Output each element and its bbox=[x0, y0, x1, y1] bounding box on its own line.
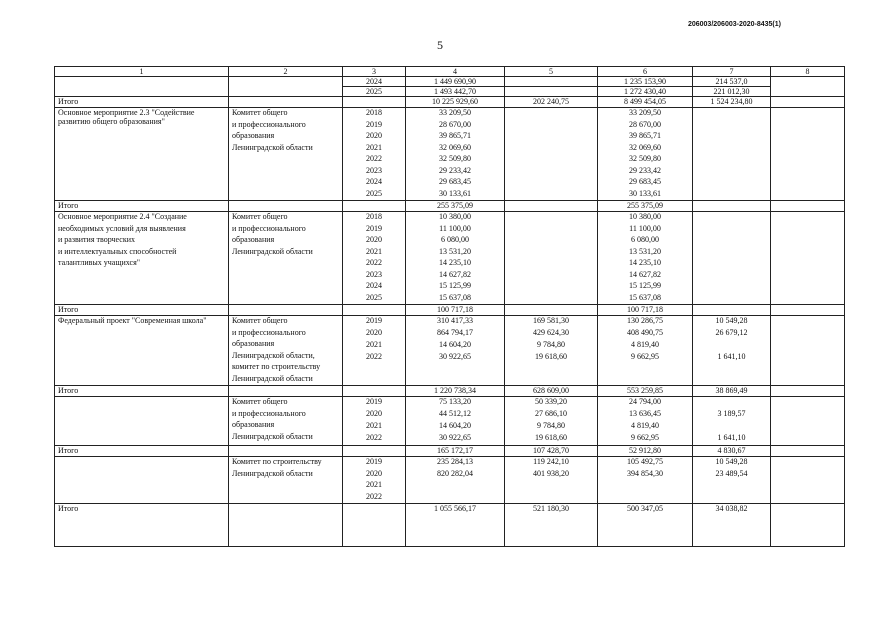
table-row bbox=[55, 77, 845, 87]
local-cell: 38 869,49 bbox=[693, 386, 771, 397]
year-cell: 2025 bbox=[343, 87, 406, 97]
regional-cell: 1 235 153,90 bbox=[598, 77, 693, 87]
total-cell: 165 172,17 bbox=[406, 446, 505, 457]
year-cell: 2024 bbox=[343, 77, 406, 87]
executor-cell: Комитет по строительству Ленинградской области bbox=[229, 457, 343, 504]
total-row bbox=[55, 97, 845, 108]
page-number: 5 bbox=[437, 38, 443, 52]
header-cell: 3 bbox=[343, 67, 406, 77]
regional-cell: 500 347,05 bbox=[598, 504, 693, 547]
total-row bbox=[55, 504, 845, 547]
federal-cell: 521 180,30 bbox=[505, 504, 598, 547]
header-cell: 5 bbox=[505, 67, 598, 77]
total-values: 310 417,33 864 794,17 14 604,20 30 922,65 bbox=[406, 316, 505, 386]
executor-cell: Комитет общего и профессионального образования Ленинградской области, комитет по строительству Ленинградской области bbox=[229, 316, 343, 386]
header-row bbox=[55, 67, 845, 77]
header-cell: 8 bbox=[771, 67, 845, 77]
years-cell: 2018 2019 2020 2021 2022 2023 2024 2025 bbox=[343, 108, 406, 201]
years-cell: 2019 2020 2021 2022 bbox=[343, 457, 406, 504]
regional-cell: 255 375,09 bbox=[598, 201, 693, 212]
regional-values: 24 794,00 13 636,45 4 819,40 9 662,95 bbox=[598, 397, 693, 446]
measure-name: Основное мероприятие 2.3 "Содействие развитию общего образования" bbox=[55, 108, 229, 201]
header-cell: 1 bbox=[55, 67, 229, 77]
federal-cell: 202 240,75 bbox=[505, 97, 598, 108]
total-row bbox=[55, 305, 845, 316]
regional-values: 10 380,00 11 100,00 6 080,00 13 531,20 14 235,10 14 627,82 15 125,99 15 637,08 bbox=[598, 212, 693, 305]
years-cell: 2019 2020 2021 2022 bbox=[343, 397, 406, 446]
local-values: 10 549,28 23 489,54 bbox=[693, 457, 771, 504]
total-label: Итого bbox=[55, 201, 229, 212]
total-label: Итого bbox=[55, 97, 229, 108]
total-values: 235 284,13 820 282,04 bbox=[406, 457, 505, 504]
local-cell: 221 012,30 bbox=[693, 87, 771, 97]
executor-cell: Комитет общего и профессионального образования Ленинградской области bbox=[229, 108, 343, 201]
years-cell: 2018 2019 2020 2021 2022 2023 2024 2025 bbox=[343, 212, 406, 305]
total-label: Итого bbox=[55, 386, 229, 397]
total-label: Итого bbox=[55, 446, 229, 457]
local-cell: 34 038,82 bbox=[693, 504, 771, 547]
block-measure-2-3 bbox=[55, 108, 845, 201]
federal-cell bbox=[505, 87, 598, 97]
federal-cell: 628 609,00 bbox=[505, 386, 598, 397]
local-cell: 4 830,67 bbox=[693, 446, 771, 457]
total-values: 33 209,50 28 670,00 39 865,71 32 069,60 32 509,80 29 233,42 29 683,45 30 133,61 bbox=[406, 108, 505, 201]
total-cell: 1 055 566,17 bbox=[406, 504, 505, 547]
total-row bbox=[55, 201, 845, 212]
total-label: Итого bbox=[55, 305, 229, 316]
local-values: 10 549,28 26 679,12 1 641,10 bbox=[693, 316, 771, 386]
total-cell: 255 375,09 bbox=[406, 201, 505, 212]
local-cell: 1 524 234,80 bbox=[693, 97, 771, 108]
regional-cell: 8 499 454,05 bbox=[598, 97, 693, 108]
regional-cell: 100 717,18 bbox=[598, 305, 693, 316]
federal-values: 50 339,20 27 686,10 9 784,80 19 618,60 bbox=[505, 397, 598, 446]
total-cell: 10 225 929,60 bbox=[406, 97, 505, 108]
total-values: 75 133,20 44 512,12 14 604,20 30 922,65 bbox=[406, 397, 505, 446]
regional-cell: 553 259,85 bbox=[598, 386, 693, 397]
federal-cell bbox=[505, 77, 598, 87]
header-cell: 2 bbox=[229, 67, 343, 77]
project-name: Федеральный проект "Современная школа" bbox=[55, 316, 229, 386]
block-education-committee bbox=[55, 397, 845, 446]
executor-cell: Комитет общего и профессионального образования Ленинградской области bbox=[229, 212, 343, 305]
regional-values: 33 209,50 28 670,00 39 865,71 32 069,60 32 509,80 29 233,42 29 683,45 30 133,61 bbox=[598, 108, 693, 201]
total-values: 10 380,00 11 100,00 6 080,00 13 531,20 14 235,10 14 627,82 15 125,99 15 637,08 bbox=[406, 212, 505, 305]
total-row bbox=[55, 386, 845, 397]
federal-values: 169 581,30 429 624,30 9 784,80 19 618,60 bbox=[505, 316, 598, 386]
measure-name: Основное мероприятие 2.4 "Создание необходимых условий для выявления и развития творческих и интеллектуальных способностей талантливых учащихся" bbox=[55, 212, 229, 305]
total-label: Итого bbox=[55, 504, 229, 547]
budget-table bbox=[54, 66, 845, 547]
federal-cell: 107 428,70 bbox=[505, 446, 598, 457]
block-federal-project bbox=[55, 316, 845, 386]
local-values: 3 189,57 1 641,10 bbox=[693, 397, 771, 446]
total-cell: 1 493 442,70 bbox=[406, 87, 505, 97]
years-cell: 2019 2020 2021 2022 bbox=[343, 316, 406, 386]
total-cell: 1 220 738,34 bbox=[406, 386, 505, 397]
local-cell: 214 537,0 bbox=[693, 77, 771, 87]
header-cell: 7 bbox=[693, 67, 771, 77]
header-cell: 6 bbox=[598, 67, 693, 77]
block-construction-committee bbox=[55, 457, 845, 504]
block-measure-2-4 bbox=[55, 212, 845, 305]
document-id: 206003/206003-2020-8435(1) bbox=[687, 21, 781, 28]
regional-values: 130 286,75 408 490,75 4 819,40 9 662,95 bbox=[598, 316, 693, 386]
total-row bbox=[55, 446, 845, 457]
regional-cell: 52 912,80 bbox=[598, 446, 693, 457]
total-cell: 100 717,18 bbox=[406, 305, 505, 316]
regional-values: 105 492,75 394 854,30 bbox=[598, 457, 693, 504]
federal-values: 119 242,10 401 938,20 bbox=[505, 457, 598, 504]
regional-cell: 1 272 430,40 bbox=[598, 87, 693, 97]
header-cell: 4 bbox=[406, 67, 505, 77]
total-cell: 1 449 690,90 bbox=[406, 77, 505, 87]
executor-cell: Комитет общего и профессионального образования Ленинградской области bbox=[229, 397, 343, 446]
